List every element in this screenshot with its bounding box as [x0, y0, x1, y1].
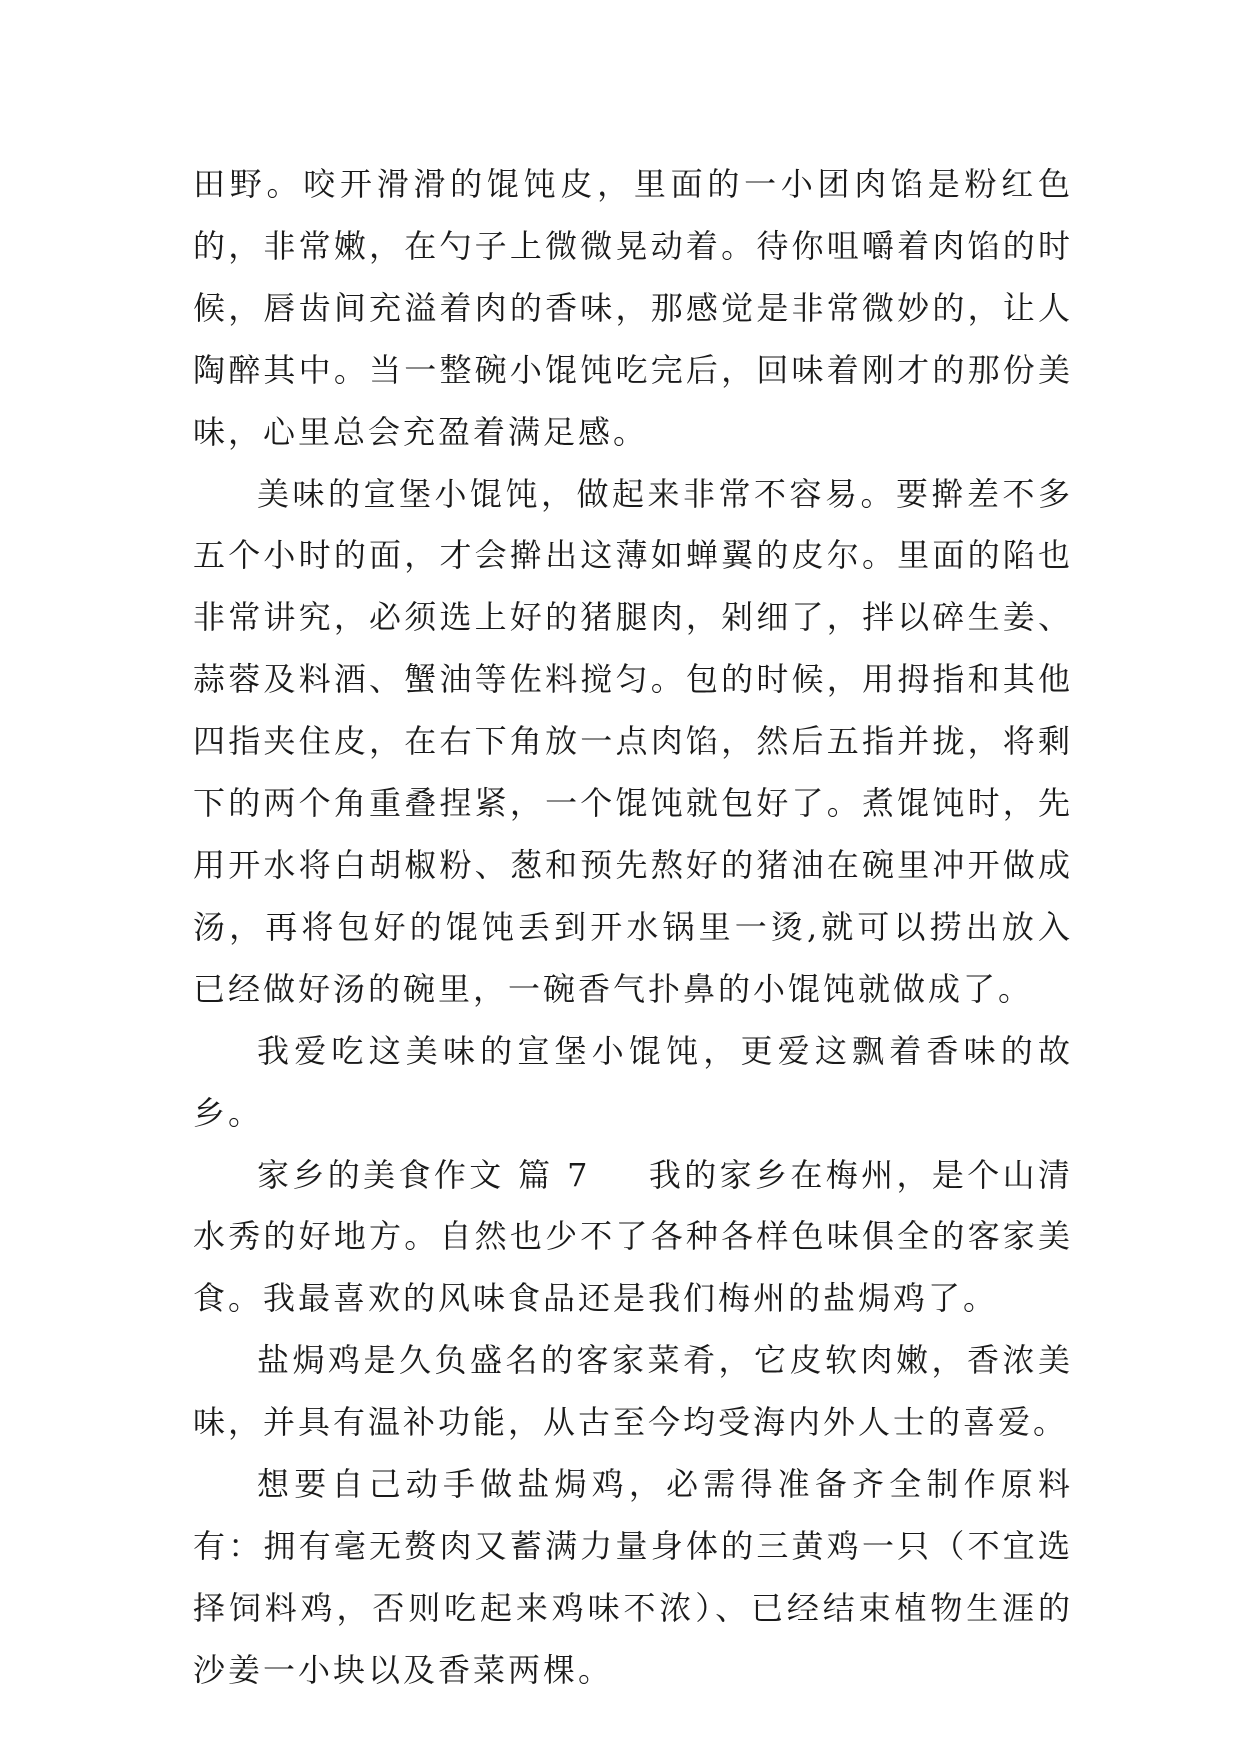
document-body [193, 154, 1073, 1702]
section-intro: 我的家乡在梅州，是个山清水秀的好地方。自然也少不了各种各样色味俱全的客家美食。我最喜欢的风味食品还是我们梅州的盐焗鸡了。 [193, 1155, 1073, 1318]
paragraph-description: 盐焗鸡是久负盛名的客家菜肴，它皮软肉嫩，香浓美味，并具有温补功能，从古至今均受海内外人士的喜爱。 [193, 1341, 1073, 1442]
paragraph-ingredients: 想要自己动手做盐焗鸡，必需得准备齐全制作原料有：拥有毫无赘肉又蓄满力量身体的三黄鸡一只（不宜选择饲料鸡，否则吃起来鸡味不浓）、已经结束植物生涯的沙姜一小块以及香菜两棵。 [193, 1465, 1073, 1689]
section-heading: 家乡的美食作文 篇 7 [257, 1155, 591, 1194]
paragraph-closing: 我爱吃这美味的宣堡小馄饨，更爱这飘着香味的故乡。 [193, 1031, 1073, 1132]
paragraph-continuation: 田野。咬开滑滑的馄饨皮，里面的一小团肉馅是粉红色的，非常嫩，在勺子上微微晃动着。待你咀嚼着肉馅的时候，唇齿间充溢着肉的香味，那感觉是非常微妙的，让人陶醉其中。当一整碗小馄饨吃完后，回味着刚才的那份美味，心里总会充盈着满足感。 [193, 165, 1073, 451]
section-paragraph [193, 1145, 1073, 1331]
paragraph-recipe: 美味的宣堡小馄饨，做起来非常不容易。要擀差不多五个小时的面，才会擀出这薄如蝉翼的皮尔。里面的陷也非常讲究，必须选上好的猪腿肉，剁细了，拌以碎生姜、蒜蓉及料酒、蟹油等佐料搅匀。包的时候，用拇指和其他四指夹住皮，在右下角放一点肉馅，然后五指并拢，将剩下的两个角重叠捏紧，一个馄饨就包好了。煮馄饨时，先用开水将白胡椒粉、葱和预先熬好的猪油在碗里冲开做成汤，再将包好的馄饨丢到开水锅里一烫,就可以捞出放入已经做好汤的碗里，一碗香气扑鼻的小馄饨就做成了。 [193, 474, 1073, 1008]
